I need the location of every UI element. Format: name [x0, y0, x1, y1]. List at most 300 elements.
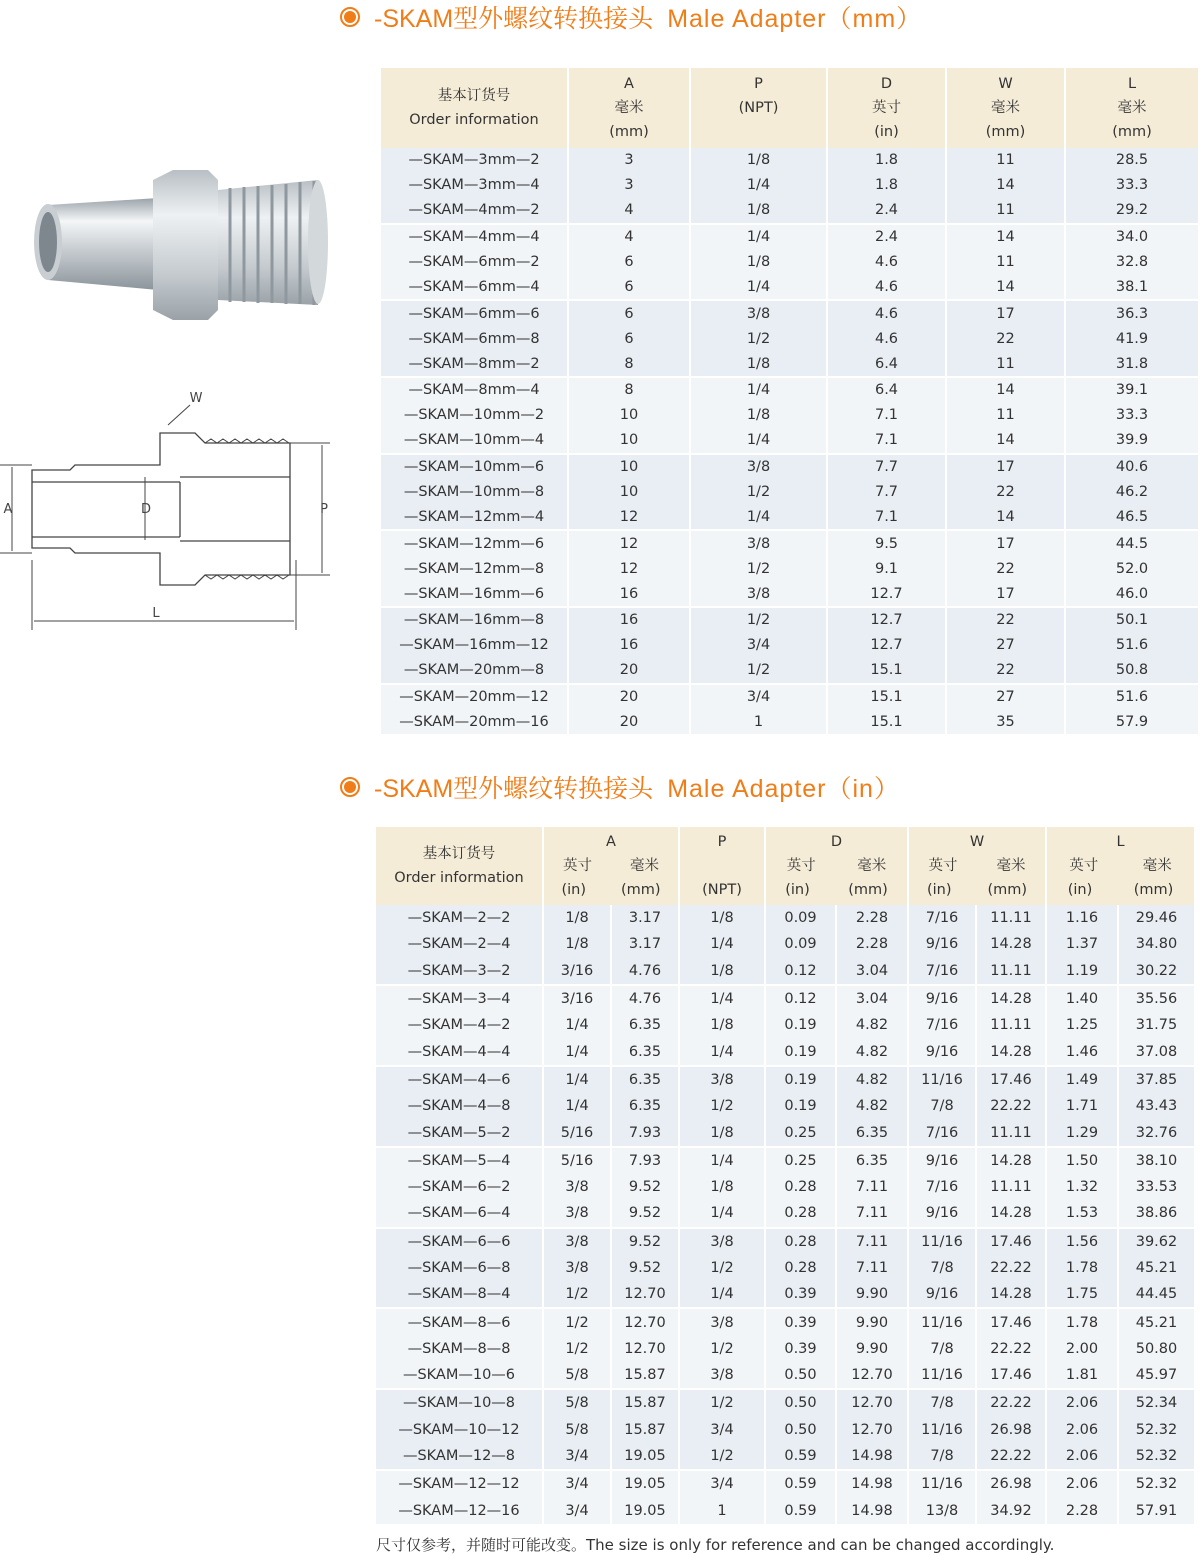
- value-cell: 22: [946, 556, 1065, 581]
- value-cell: 4.6: [827, 326, 946, 351]
- table-row: [376, 905, 1194, 931]
- value-cell: 3.04: [836, 985, 908, 1012]
- value-cell: 12: [568, 504, 690, 530]
- table-row: [376, 1362, 1194, 1389]
- value-cell: 19.05: [611, 1443, 679, 1470]
- table-row: [376, 931, 1194, 957]
- value-cell: 1/8: [679, 1012, 765, 1038]
- order-code-cell: —SKAM—6mm—6: [381, 300, 568, 326]
- value-cell: 14: [946, 377, 1065, 403]
- value-cell: 1: [690, 710, 827, 735]
- table-row: [381, 326, 1198, 351]
- value-cell: 1/2: [543, 1336, 611, 1362]
- value-cell: 19.05: [611, 1498, 679, 1524]
- table-row: [381, 530, 1198, 556]
- value-cell: 1/2: [690, 658, 827, 684]
- value-cell: 52.32: [1118, 1417, 1194, 1443]
- value-cell: 11: [946, 351, 1065, 377]
- value-cell: 3/4: [543, 1470, 611, 1497]
- value-cell: 7/8: [908, 1255, 976, 1281]
- table-row: [381, 198, 1198, 224]
- value-cell: 17.46: [976, 1362, 1046, 1389]
- order-code-cell: —SKAM—6—6: [376, 1228, 543, 1255]
- value-cell: 22: [946, 326, 1065, 351]
- value-cell: 9.52: [611, 1255, 679, 1281]
- value-cell: 1/4: [690, 428, 827, 454]
- table-row: [381, 504, 1198, 530]
- value-cell: 46.0: [1065, 581, 1198, 607]
- footnote: 尺寸仅参考，并随时可能改变。The size is only for reference and can be changed accordingly.: [376, 1536, 1055, 1554]
- value-cell: 9/16: [908, 1147, 976, 1174]
- value-cell: 1.25: [1046, 1012, 1118, 1038]
- value-cell: 3/8: [679, 1066, 765, 1093]
- value-cell: 4.76: [611, 985, 679, 1012]
- value-cell: 3: [568, 173, 690, 198]
- dimension-drawing: [0, 385, 340, 635]
- value-cell: 0.59: [765, 1470, 836, 1497]
- value-cell: 3/4: [690, 633, 827, 658]
- value-cell: 6: [568, 326, 690, 351]
- order-code-cell: —SKAM—20mm—16: [381, 710, 568, 735]
- table-row: [381, 684, 1198, 710]
- value-cell: 14.98: [836, 1443, 908, 1470]
- value-cell: 22: [946, 480, 1065, 505]
- value-cell: 10: [568, 480, 690, 505]
- order-code-cell: —SKAM—6—2: [376, 1174, 543, 1200]
- value-cell: 33.53: [1118, 1174, 1194, 1200]
- value-cell: 5/16: [543, 1147, 611, 1174]
- table-row: [381, 351, 1198, 377]
- value-cell: 11/16: [908, 1417, 976, 1443]
- value-cell: 45.21: [1118, 1255, 1194, 1281]
- value-cell: 0.59: [765, 1498, 836, 1524]
- value-cell: 0.50: [765, 1362, 836, 1389]
- table-row: [381, 428, 1198, 454]
- value-cell: 1/2: [690, 326, 827, 351]
- value-cell: 12.70: [611, 1308, 679, 1335]
- value-cell: 2.06: [1046, 1389, 1118, 1416]
- value-cell: 35: [946, 710, 1065, 735]
- value-cell: 3/8: [679, 1228, 765, 1255]
- value-cell: 3: [568, 148, 690, 173]
- value-cell: 1/8: [690, 198, 827, 224]
- order-code-cell: —SKAM—10mm—6: [381, 454, 568, 480]
- value-cell: 2.00: [1046, 1336, 1118, 1362]
- value-cell: 45.21: [1118, 1308, 1194, 1335]
- value-cell: 1.53: [1046, 1200, 1118, 1227]
- value-cell: 29.46: [1118, 905, 1194, 931]
- value-cell: 11/16: [908, 1066, 976, 1093]
- value-cell: 41.9: [1065, 326, 1198, 351]
- value-cell: 9.52: [611, 1174, 679, 1200]
- value-cell: 1/4: [543, 1012, 611, 1038]
- value-cell: 37.08: [1118, 1038, 1194, 1065]
- order-code-cell: —SKAM—6mm—8: [381, 326, 568, 351]
- value-cell: 1.81: [1046, 1362, 1118, 1389]
- value-cell: 52.0: [1065, 556, 1198, 581]
- value-cell: 1/4: [690, 377, 827, 403]
- value-cell: 9/16: [908, 931, 976, 957]
- value-cell: 1.71: [1046, 1093, 1118, 1119]
- order-code-cell: —SKAM—16mm—12: [381, 633, 568, 658]
- value-cell: 51.6: [1065, 633, 1198, 658]
- value-cell: 11.11: [976, 1012, 1046, 1038]
- table-row: [381, 377, 1198, 403]
- value-cell: 27: [946, 684, 1065, 710]
- bullet-icon: [340, 7, 360, 27]
- value-cell: 2.06: [1046, 1470, 1118, 1497]
- value-cell: 27: [946, 633, 1065, 658]
- value-cell: 39.62: [1118, 1228, 1194, 1255]
- value-cell: 36.3: [1065, 300, 1198, 326]
- order-code-cell: —SKAM—4—4: [376, 1038, 543, 1065]
- value-cell: 1.29: [1046, 1119, 1118, 1146]
- value-cell: 11/16: [908, 1228, 976, 1255]
- table-row: [381, 403, 1198, 428]
- value-cell: 1/2: [690, 607, 827, 633]
- table-row: [376, 1308, 1194, 1335]
- value-cell: 12.70: [836, 1417, 908, 1443]
- value-cell: 1.46: [1046, 1038, 1118, 1065]
- value-cell: 1/4: [543, 1038, 611, 1065]
- value-cell: 12.70: [836, 1362, 908, 1389]
- value-cell: 0.25: [765, 1119, 836, 1146]
- value-cell: 9.52: [611, 1200, 679, 1227]
- value-cell: 31.8: [1065, 351, 1198, 377]
- value-cell: 46.5: [1065, 504, 1198, 530]
- label-p: P: [320, 502, 328, 517]
- value-cell: 17: [946, 454, 1065, 480]
- value-cell: 7/8: [908, 1443, 976, 1470]
- value-cell: 22.22: [976, 1093, 1046, 1119]
- value-cell: 7/16: [908, 1119, 976, 1146]
- value-cell: 22.22: [976, 1389, 1046, 1416]
- col-l: L 毫米 (mm): [1065, 68, 1198, 148]
- col-order: 基本订货号 Order information: [376, 827, 543, 905]
- value-cell: 14.98: [836, 1470, 908, 1497]
- value-cell: 3/8: [690, 581, 827, 607]
- value-cell: 12.7: [827, 633, 946, 658]
- table-row: [376, 1470, 1194, 1497]
- value-cell: 20: [568, 710, 690, 735]
- order-code-cell: —SKAM—8mm—4: [381, 377, 568, 403]
- value-cell: 16: [568, 581, 690, 607]
- value-cell: 1/4: [679, 1038, 765, 1065]
- value-cell: 9.90: [836, 1336, 908, 1362]
- value-cell: 3/4: [690, 684, 827, 710]
- value-cell: 1/2: [679, 1093, 765, 1119]
- table-row: [376, 958, 1194, 985]
- value-cell: 15.1: [827, 658, 946, 684]
- value-cell: 1/8: [679, 905, 765, 931]
- value-cell: 4: [568, 224, 690, 250]
- order-code-cell: —SKAM—3—2: [376, 958, 543, 985]
- order-code-cell: —SKAM—4—2: [376, 1012, 543, 1038]
- value-cell: 30.22: [1118, 958, 1194, 985]
- value-cell: 0.12: [765, 985, 836, 1012]
- value-cell: 15.87: [611, 1389, 679, 1416]
- value-cell: 3/8: [690, 300, 827, 326]
- value-cell: 11/16: [908, 1308, 976, 1335]
- value-cell: 50.8: [1065, 658, 1198, 684]
- value-cell: 1.8: [827, 173, 946, 198]
- value-cell: 7/8: [908, 1389, 976, 1416]
- value-cell: 52.34: [1118, 1389, 1194, 1416]
- order-code-cell: —SKAM—12—12: [376, 1470, 543, 1497]
- value-cell: 1/8: [543, 905, 611, 931]
- value-cell: 9/16: [908, 985, 976, 1012]
- value-cell: 7.93: [611, 1147, 679, 1174]
- table-row: [381, 633, 1198, 658]
- value-cell: 39.1: [1065, 377, 1198, 403]
- value-cell: 1/8: [679, 1119, 765, 1146]
- order-code-cell: —SKAM—8—6: [376, 1308, 543, 1335]
- value-cell: 1/2: [679, 1336, 765, 1362]
- label-d: D: [140, 502, 152, 517]
- value-cell: 4.6: [827, 274, 946, 300]
- value-cell: 4.6: [827, 300, 946, 326]
- mm-spec-table: [381, 68, 1198, 734]
- value-cell: 0.28: [765, 1174, 836, 1200]
- table-row: [381, 710, 1198, 735]
- value-cell: 1/8: [690, 148, 827, 173]
- value-cell: 0.19: [765, 1012, 836, 1038]
- value-cell: 33.3: [1065, 403, 1198, 428]
- value-cell: 3/8: [543, 1228, 611, 1255]
- value-cell: 14: [946, 428, 1065, 454]
- order-code-cell: —SKAM—4mm—4: [381, 224, 568, 250]
- value-cell: 0.50: [765, 1389, 836, 1416]
- value-cell: 57.9: [1065, 710, 1198, 735]
- value-cell: 7/8: [908, 1093, 976, 1119]
- value-cell: 6.35: [611, 1012, 679, 1038]
- value-cell: 2.06: [1046, 1443, 1118, 1470]
- value-cell: 1/8: [690, 250, 827, 275]
- order-code-cell: —SKAM—10—12: [376, 1417, 543, 1443]
- table-row: [381, 556, 1198, 581]
- value-cell: 1.50: [1046, 1147, 1118, 1174]
- value-cell: 7/16: [908, 905, 976, 931]
- value-cell: 10: [568, 403, 690, 428]
- value-cell: 3/8: [543, 1255, 611, 1281]
- table-row: [376, 1038, 1194, 1065]
- value-cell: 17.46: [976, 1066, 1046, 1093]
- col-l: L 英寸 毫米 (in) (mm): [1046, 827, 1194, 905]
- value-cell: 1: [679, 1498, 765, 1524]
- value-cell: 52.32: [1118, 1470, 1194, 1497]
- value-cell: 11.11: [976, 1119, 1046, 1146]
- value-cell: 29.2: [1065, 198, 1198, 224]
- value-cell: 32.76: [1118, 1119, 1194, 1146]
- value-cell: 0.59: [765, 1443, 836, 1470]
- value-cell: 9/16: [908, 1200, 976, 1227]
- table-row: [381, 274, 1198, 300]
- table-row: [376, 1174, 1194, 1200]
- value-cell: 38.86: [1118, 1200, 1194, 1227]
- section-mm-title-cn: -SKAM型外螺纹转换接头: [374, 5, 654, 33]
- col-a: A 毫米 (mm): [568, 68, 690, 148]
- value-cell: 1.19: [1046, 958, 1118, 985]
- table-row: [376, 1228, 1194, 1255]
- value-cell: 3/8: [690, 454, 827, 480]
- order-code-cell: —SKAM—6—4: [376, 1200, 543, 1227]
- value-cell: 12.70: [836, 1389, 908, 1416]
- value-cell: 3/16: [543, 958, 611, 985]
- value-cell: 4.6: [827, 250, 946, 275]
- value-cell: 16: [568, 607, 690, 633]
- value-cell: 40.6: [1065, 454, 1198, 480]
- value-cell: 4.82: [836, 1012, 908, 1038]
- order-code-cell: —SKAM—6mm—2: [381, 250, 568, 275]
- table-row: [381, 173, 1198, 198]
- value-cell: 7.11: [836, 1228, 908, 1255]
- value-cell: 34.0: [1065, 224, 1198, 250]
- value-cell: 7.1: [827, 403, 946, 428]
- value-cell: 1/2: [679, 1443, 765, 1470]
- value-cell: 0.39: [765, 1336, 836, 1362]
- value-cell: 28.5: [1065, 148, 1198, 173]
- value-cell: 8: [568, 377, 690, 403]
- value-cell: 15.87: [611, 1362, 679, 1389]
- value-cell: 57.91: [1118, 1498, 1194, 1524]
- value-cell: 3/4: [543, 1498, 611, 1524]
- value-cell: 9.90: [836, 1281, 908, 1308]
- value-cell: 1/8: [679, 958, 765, 985]
- order-code-cell: —SKAM—2—4: [376, 931, 543, 957]
- value-cell: 22.22: [976, 1443, 1046, 1470]
- value-cell: 1/4: [690, 224, 827, 250]
- value-cell: 11.11: [976, 1174, 1046, 1200]
- value-cell: 14: [946, 274, 1065, 300]
- value-cell: 2.28: [836, 931, 908, 957]
- value-cell: 1/8: [543, 931, 611, 957]
- value-cell: 1/2: [690, 556, 827, 581]
- order-code-cell: —SKAM—3mm—2: [381, 148, 568, 173]
- table-row: [376, 985, 1194, 1012]
- value-cell: 11: [946, 148, 1065, 173]
- order-code-cell: —SKAM—3—4: [376, 985, 543, 1012]
- value-cell: 5/8: [543, 1362, 611, 1389]
- value-cell: 17.46: [976, 1308, 1046, 1335]
- value-cell: 1/8: [679, 1174, 765, 1200]
- value-cell: 3/4: [679, 1470, 765, 1497]
- value-cell: 14.28: [976, 1147, 1046, 1174]
- order-code-cell: —SKAM—6mm—4: [381, 274, 568, 300]
- value-cell: 2.4: [827, 224, 946, 250]
- value-cell: 14: [946, 504, 1065, 530]
- value-cell: 1/4: [679, 1200, 765, 1227]
- value-cell: 1.78: [1046, 1308, 1118, 1335]
- value-cell: 13/8: [908, 1498, 976, 1524]
- value-cell: 11: [946, 250, 1065, 275]
- value-cell: 31.75: [1118, 1012, 1194, 1038]
- col-d: D 英寸 (in): [827, 68, 946, 148]
- table-row: [376, 1119, 1194, 1146]
- section-in-title-cn: -SKAM型外螺纹转换接头: [374, 775, 654, 803]
- value-cell: 12.7: [827, 607, 946, 633]
- value-cell: 6.35: [611, 1038, 679, 1065]
- value-cell: 1.37: [1046, 931, 1118, 957]
- value-cell: 0.28: [765, 1255, 836, 1281]
- value-cell: 7.1: [827, 428, 946, 454]
- value-cell: 4.82: [836, 1038, 908, 1065]
- value-cell: 51.6: [1065, 684, 1198, 710]
- order-code-cell: —SKAM—5—2: [376, 1119, 543, 1146]
- label-w: W: [189, 391, 203, 406]
- value-cell: 6.35: [836, 1147, 908, 1174]
- value-cell: 8: [568, 351, 690, 377]
- order-code-cell: —SKAM—4mm—2: [381, 198, 568, 224]
- section-mm-title: [340, 0, 922, 34]
- value-cell: 7/16: [908, 1174, 976, 1200]
- value-cell: 6.35: [611, 1093, 679, 1119]
- value-cell: 7.11: [836, 1174, 908, 1200]
- value-cell: 32.8: [1065, 250, 1198, 275]
- label-l: L: [152, 606, 160, 621]
- table-row: [381, 480, 1198, 505]
- value-cell: 14.28: [976, 931, 1046, 957]
- table-row: [376, 1336, 1194, 1362]
- value-cell: 1/2: [543, 1308, 611, 1335]
- value-cell: 0.28: [765, 1228, 836, 1255]
- value-cell: 9.5: [827, 530, 946, 556]
- value-cell: 39.9: [1065, 428, 1198, 454]
- bullet-icon: [340, 777, 360, 797]
- order-code-cell: —SKAM—8—4: [376, 1281, 543, 1308]
- value-cell: 7.7: [827, 480, 946, 505]
- value-cell: 11.11: [976, 905, 1046, 931]
- value-cell: 3/8: [679, 1308, 765, 1335]
- value-cell: 1/8: [690, 403, 827, 428]
- value-cell: 1/4: [679, 985, 765, 1012]
- value-cell: 6: [568, 274, 690, 300]
- value-cell: 15.1: [827, 684, 946, 710]
- value-cell: 1.8: [827, 148, 946, 173]
- value-cell: 7.93: [611, 1119, 679, 1146]
- value-cell: 0.39: [765, 1281, 836, 1308]
- section-in-title-en: Male Adapter（in）: [667, 775, 900, 803]
- value-cell: 45.97: [1118, 1362, 1194, 1389]
- order-code-cell: —SKAM—2—2: [376, 905, 543, 931]
- value-cell: 46.2: [1065, 480, 1198, 505]
- value-cell: 10: [568, 454, 690, 480]
- value-cell: 1.16: [1046, 905, 1118, 931]
- value-cell: 3.17: [611, 905, 679, 931]
- table-row: [381, 300, 1198, 326]
- value-cell: 12: [568, 530, 690, 556]
- value-cell: 7.1: [827, 504, 946, 530]
- value-cell: 3.04: [836, 958, 908, 985]
- table-row: [376, 1281, 1194, 1308]
- value-cell: 6: [568, 250, 690, 275]
- value-cell: 0.39: [765, 1308, 836, 1335]
- col-w: W 毫米 (mm): [946, 68, 1065, 148]
- value-cell: 16: [568, 633, 690, 658]
- value-cell: 5/8: [543, 1417, 611, 1443]
- value-cell: 44.5: [1065, 530, 1198, 556]
- value-cell: 11/16: [908, 1362, 976, 1389]
- order-code-cell: —SKAM—20mm—12: [381, 684, 568, 710]
- value-cell: 20: [568, 684, 690, 710]
- value-cell: 38.10: [1118, 1147, 1194, 1174]
- table-row: [381, 581, 1198, 607]
- value-cell: 1/4: [690, 274, 827, 300]
- order-code-cell: —SKAM—16mm—6: [381, 581, 568, 607]
- value-cell: 1/4: [690, 504, 827, 530]
- value-cell: 26.98: [976, 1470, 1046, 1497]
- value-cell: 0.19: [765, 1038, 836, 1065]
- value-cell: 7.11: [836, 1255, 908, 1281]
